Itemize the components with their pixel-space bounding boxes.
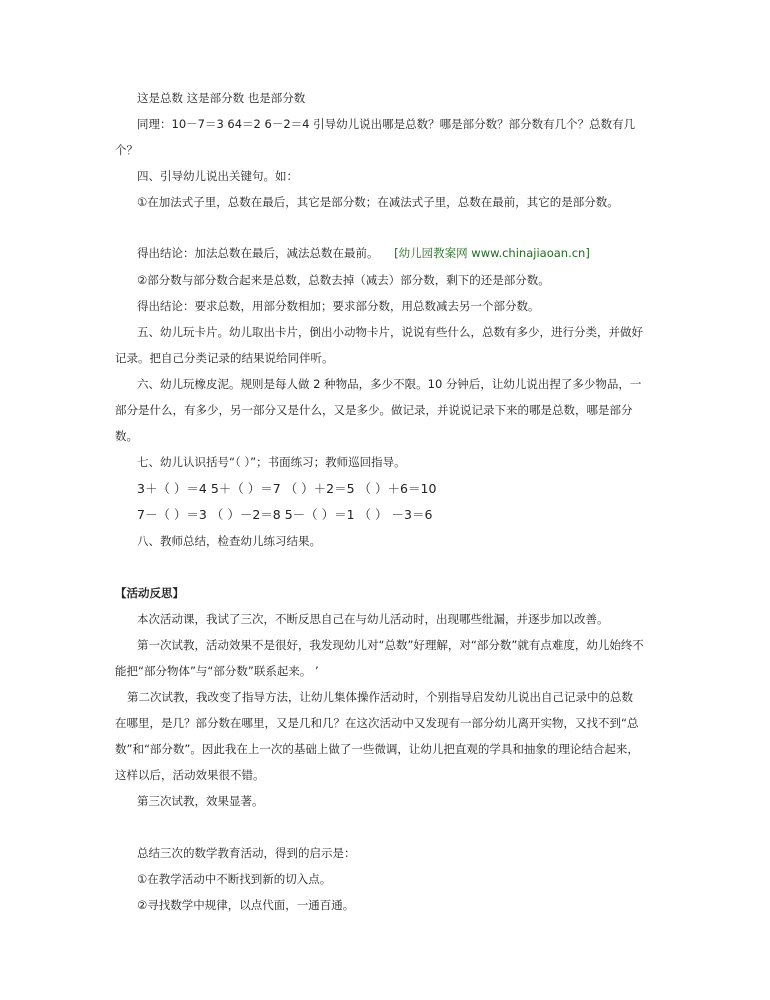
- section-heading-five: 五、幼儿玩卡片。幼儿取出卡片，倒出小动物卡片，说说有些什么，总数有多少，进行分类，并做好: [137, 325, 643, 339]
- section-heading-eight: 八、教师总结，检查幼儿练习结果。: [137, 534, 321, 548]
- exercise-line: 3＋（ ）＝4 5＋（ ）＝7 （ ）＋2＝5 （ ）＋6＝10: [137, 481, 437, 496]
- exercise-line: 7－（ ）＝3 （ ）－2＝8 5－（ ）＝1 （ ） －3＝6: [137, 507, 433, 522]
- text-line: 第二次试教，我改变了指导方法，让幼儿集体操作活动时，个别指导启发幼儿说出自己记录中的总数: [127, 690, 633, 704]
- section-heading-seven: 七、幼儿认识括号“（ ）”；书面练习；教师巡回指导。: [137, 455, 406, 469]
- section-heading-six: 六、幼儿玩橡皮泥。规则是每人做 2 种物品，多少不限。10 分钟后，让幼儿说出捏了多少物品，一: [137, 377, 642, 391]
- text-line: 这样以后，活动效果很不错。: [115, 768, 265, 782]
- text-line: 总结三次的数学教育活动，得到的启示是：: [137, 846, 356, 860]
- text-line: ①在加法式子里，总数在最后，其它是部分数；在减法式子里，总数在最前，其它的是部分数。: [137, 195, 619, 209]
- text-line: 能把“部分物体”与“部分数”联系起来。 ’: [115, 664, 319, 678]
- text-line: 得出结论：要求总数，用部分数相加；要求部分数，用总数减去另一个部分数。: [137, 299, 540, 313]
- text-line: ②部分数与部分数合起来是总数，总数去掉（减去）部分数，剩下的还是部分数。: [137, 273, 550, 287]
- text-line: 部分是什么，有多少，另一部分又是什么，又是多少。做记录，并说说记录下来的哪是总数，哪是部分: [115, 403, 633, 417]
- text-line: 在哪里，是几？部分数在哪里，又是几和几？在这次活动中又发现有一部分幼儿离开实物，又找不到“总: [115, 716, 639, 730]
- reflection-heading: 【活动反思】: [115, 586, 184, 600]
- watermark-link[interactable]: [幼儿园教案网 www.chinajiaoan.cn]: [394, 246, 590, 260]
- text-line: 同理：10－7＝3 64＝2 6－2＝4 引导幼儿说出哪是总数？哪是部分数？部分数有几个？总数有几: [137, 117, 636, 131]
- conclusion-line: [137, 245, 590, 261]
- text-line: 个？: [115, 143, 138, 157]
- text-line: 数。: [115, 429, 138, 443]
- text-line: ②寻找数学中规律，以点代面，一通百通。: [137, 898, 355, 912]
- text-line: 数”和“部分数”。因此我在上一次的基础上做了一些微调，让幼儿把直观的学具和抽象的理论结合起来，: [115, 742, 639, 756]
- text-line: 第一次试教，活动效果不是很好，我发现幼儿对“总数”好理解，对“部分数”就有点难度，幼儿始终不: [137, 638, 644, 652]
- text-line: 第三次试教，效果显著。: [137, 794, 264, 808]
- section-heading-four: 四、引导幼儿说出关键句。如：: [137, 169, 298, 183]
- conclusion-text: 得出结论：加法总数在最后，减法总数在最前。: [137, 246, 379, 260]
- text-line: ①在教学活动中不断找到新的切入点。: [137, 872, 332, 886]
- text-line: 记录。把自己分类记录的结果说给同伴听。: [115, 351, 334, 365]
- text-line: 本次活动课，我试了三次，不断反思自己在与幼儿活动时，出现哪些纰漏，并逐步加以改善。: [137, 612, 609, 626]
- text-line: 这是总数 这是部分数 也是部分数: [137, 91, 306, 105]
